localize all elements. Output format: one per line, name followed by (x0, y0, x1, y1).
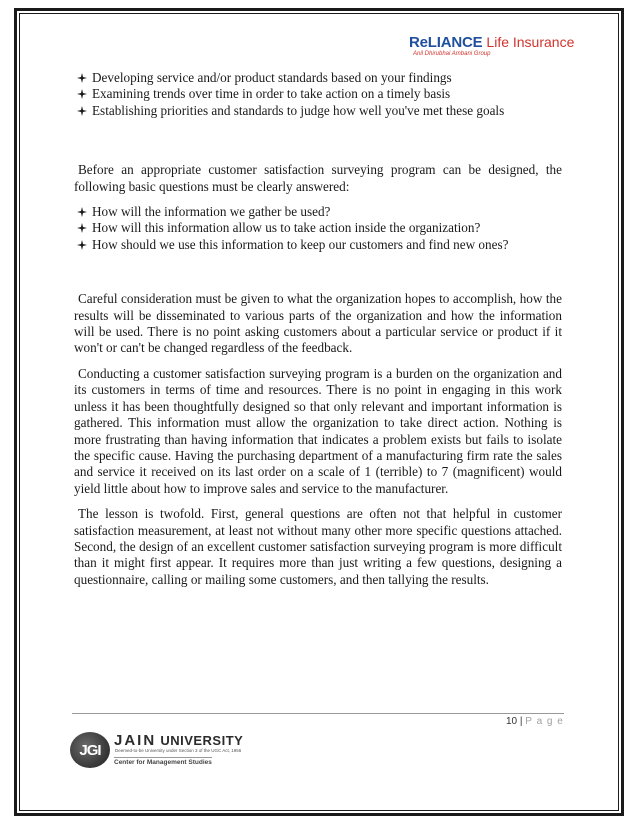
page-number-value: 10 (506, 716, 518, 727)
list-item (74, 237, 562, 253)
reliance-logo (409, 34, 577, 68)
list-item-text: Establishing priorities and standards to judge how well you've met these goals (92, 102, 505, 118)
brand-main-text: ReLIANCE (409, 34, 483, 51)
document-body (74, 70, 562, 588)
paragraph-burden: Conducting a customer satisfaction surveying program is a burden on the organization and its customers in terms of time and resources. There is no point in engaging in this work unless it has been thoughtfully designed so that only relevant and important information is gathered. This information must allow the organization to take direct action. Nothing is more frustrating than having information that indicates a problem exists but fails to isolate the specific cause. Having the purchasing department of a manufacturing firm rate the sales and service it received on its last order on a scale of 1 (terrible) to 7 (magnificent) would yield little about how to improve sales and service to the manufacturer. (74, 365, 562, 496)
footer-divider (72, 713, 564, 714)
jgi-badge: JGI (70, 732, 110, 768)
diamond-bullet-icon (77, 223, 87, 233)
list-item (74, 204, 562, 220)
university-center: Center for Management Studies (114, 759, 212, 766)
list-item-text: How will this information allow us to take action inside the organization? (92, 220, 481, 236)
university-name-rest: UNIVERSITY (160, 733, 244, 748)
page-word: P a g e (525, 716, 564, 727)
list-item-text: Developing service and/or product standards based on your findings (92, 70, 452, 85)
list-item (74, 103, 562, 119)
brand-sub-text: Life Insurance (486, 34, 575, 50)
list-item (74, 220, 562, 236)
bullet-list-questions (74, 204, 562, 253)
bullet-list-findings (74, 70, 562, 119)
jain-university-logo (70, 728, 250, 774)
paragraph-lesson: The lesson is twofold. First, general questions are often not that helpful in customer satisfaction measurement, at least not without many other more specific questions attached. Second, the design of an excellent customer satisfaction surveying program is more difficult than it might first appear. It requires more than just writing a few questions, designing a questionnaire, calling or mailing some customers, and then tallying the results. (74, 506, 562, 587)
diamond-bullet-icon (77, 89, 87, 99)
diamond-bullet-icon (77, 73, 87, 83)
list-item-text: How will the information we gather be used? (92, 204, 331, 220)
university-name-jain: JAIN (114, 732, 157, 749)
list-item-text: How should we use this information to keep our customers and find new ones? (92, 236, 509, 252)
list-item-text: Examining trends over time in order to take action on a timely basis (92, 86, 451, 102)
paragraph-consideration: Careful consideration must be given to what the organization hopes to accomplish, how the results will be disseminated to various parts of the organization and how the information will be used. There is no point asking customers about a particular service or product if it won't or can't be changed regardless of the feedback. (74, 291, 562, 356)
page-number-separator: | (519, 716, 523, 727)
university-establishment: Deemed-to-be University under Section 3 of the UGC Act, 1956 (115, 748, 242, 753)
diamond-bullet-icon (77, 240, 87, 250)
diamond-bullet-icon (77, 106, 87, 116)
list-item (74, 86, 562, 102)
brand-tagline: Anil Dhirubhai Ambani Group (413, 51, 491, 57)
university-name (114, 732, 243, 749)
diamond-bullet-icon (77, 207, 87, 217)
paragraph-intro: Before an appropriate customer satisfaction surveying program can be designed, the following basic questions must be clearly answered: (74, 162, 562, 194)
page-number (506, 716, 564, 727)
list-item (74, 70, 562, 86)
